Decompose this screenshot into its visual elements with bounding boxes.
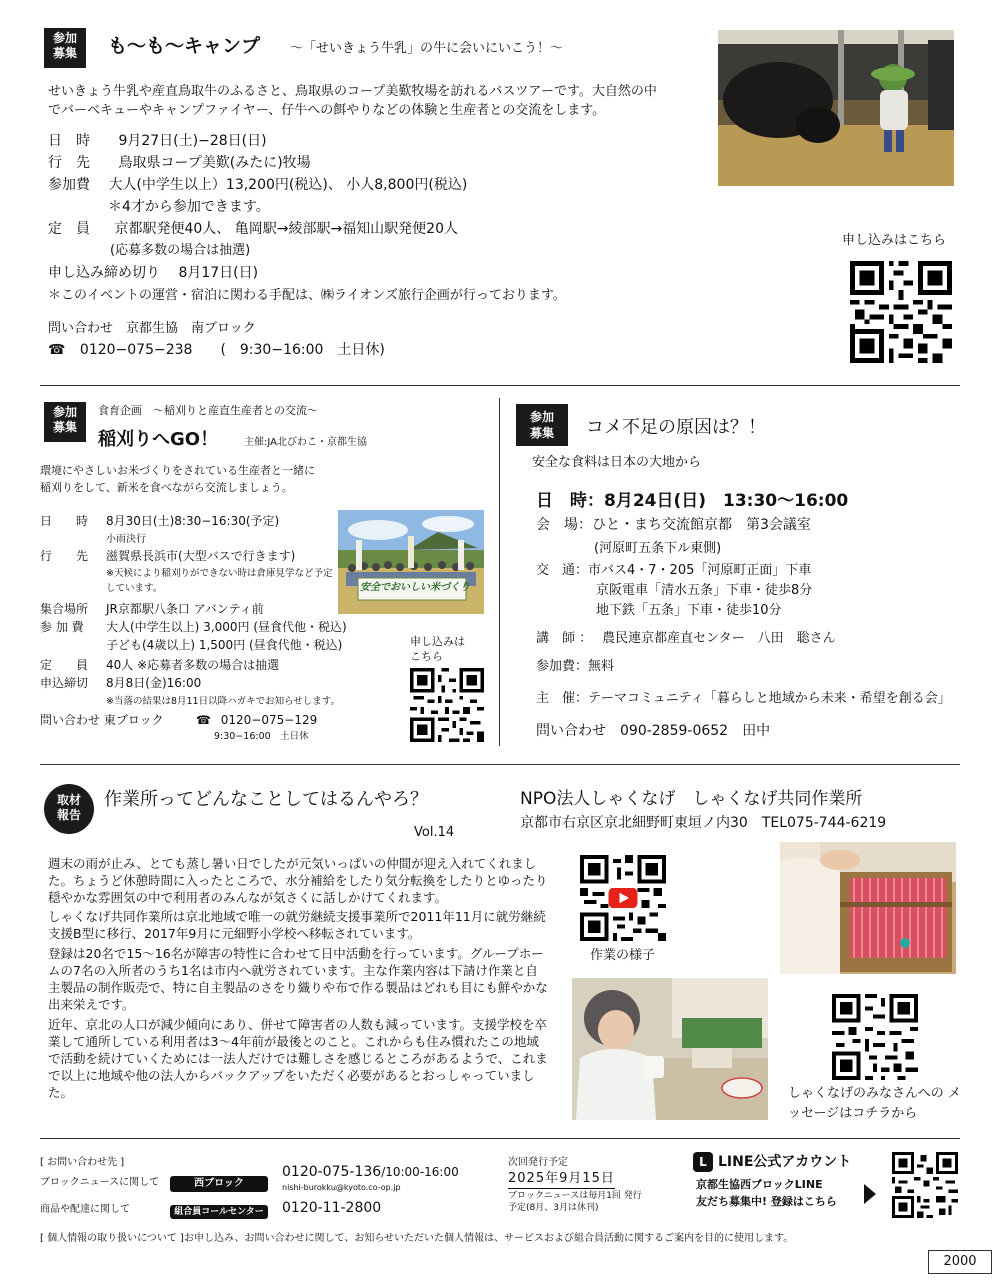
rice-hours: 9:30−16:00 土日休 [214,731,309,742]
footer-row1-pill [170,1174,268,1192]
footer-inquiry-label: [ お問い合わせ先 ] [40,1157,125,1168]
rice-badge [44,402,86,442]
divider-vertical [499,398,500,746]
kome-host-value: テーマコミュニティ「暮らしと地域から未来・希望を創る会」 [588,691,951,706]
footer-next-note: ブロックニュースは毎月1回 発行予定(8月、3月は休刊) [508,1191,642,1213]
photo-weaving-loom-icon [780,842,956,974]
page-count-box [928,1250,992,1274]
phone-icon: ☎ [48,342,66,358]
rice-row-fee-child: 子ども(4歳以上) 1,500円 (昼食代他・税込) [106,638,343,652]
kome-access-line3: 地下鉄「五条」下車・徒歩10分 [596,603,782,618]
report-photo-worker [572,978,768,1120]
divider-footer [40,1138,960,1139]
kome-host-row [536,690,951,708]
kome-date-value: 8月24日(日) 13:30〜16:00 [604,491,849,511]
report-paragraph-3: 登録は20名で15〜16名が障害の特性に合わせて日中活動を行っています。グループホームの7名の入所者のうち1名は市内へ就労されています。主な作業内容は下請け作業と自主製品の制作販売で、特に自主製品のさをり織りや布で作る製品はどれも目にも鮮やかな出来栄えです。 [48,946,548,1012]
qr-code-icon [832,994,918,1080]
rice-title: 稲刈りへGO！ [98,429,219,450]
kome-venue-row [536,516,811,535]
photo-rice-harvest-group-icon [338,510,484,614]
camp-subtitle: 〜「せいきょう牛乳」の牛に会いにいこう！〜 [290,41,564,56]
divider-camp [40,385,960,386]
camp-date-label: 日 時 [48,133,90,149]
footer-line-title: LINE公式アカウント [718,1154,852,1170]
footer-row1-phone-row [282,1163,459,1182]
rice-phone: 0120−075−129 [220,713,318,727]
camp-dest-label: 行 先 [48,155,90,171]
report-title: 作業所ってどんなことしてはるんやろ？ [104,789,428,810]
footer-row2-label: 商品や配達に関して [40,1204,130,1215]
camp-deadline: 申し込み締め切り 8月17日(日) [48,265,259,281]
camp-cap-row [48,220,458,239]
rice-row-dest: 行 先 滋賀県長浜市(大型バスで行きます) [40,549,296,563]
report-badge [44,784,94,834]
footer-line-sub: 京都生協西ブロックLINE [696,1178,823,1191]
rice-row-date: 日 時 8月30日(土)8:30−16:30(予定) [40,514,280,528]
rice-contact-label: 問い合わせ 東ブロック [40,713,164,727]
footer-row2-phone: 0120-11-2800 [282,1200,382,1216]
footer-privacy: [ 個人情報の取り扱いについて ]お申し込み、お問い合わせに関して、お知らせいただいた個人情報は、サービスおよび組合員活動に関するご案内を目的に使用します。 [40,1233,794,1244]
kome-host-label: 主 催： [536,691,589,706]
camp-contact-label: 問い合わせ 京都生協 南ブロック [48,321,256,336]
rice-banner-text: 安全でおいしい米づくり [360,582,470,593]
report-photo-loom [780,842,956,974]
kome-lecturer-label: 講 師 ： [536,631,593,646]
rice-intro: 環境にやさしいお米づくりをされている生産者と一緒に稲刈りをして、新米を食べながら交流しましょう。 [40,464,315,494]
call-center-pill: 組合員コールセンター [170,1205,268,1219]
camp-cap-note: (応募多数の場合は抽選) [110,243,251,258]
rice-photo [338,510,484,614]
kome-venue-note: (河原町五条下ル東側) [594,541,722,556]
rice-qr-code[interactable] [410,668,484,742]
kome-contact: 問い合わせ 090-2859-0652 田中 [536,723,771,739]
footer-next-label: 次回発行予定 [508,1157,568,1168]
qr-code-youtube-icon [580,855,666,941]
camp-intro: せいきょう牛乳や産直鳥取牛のふるさと、鳥取県のコープ美歎牧場を訪れるバスツアーです。大自然の中でバーベキューやキャンプファイヤー、仔牛への餌やりなどの体験と生産者との交流をします。 [48,84,657,118]
report-paragraph-2: しゃくなげ共同作業所は京北地域で唯一の就労継続支援事業所で2011年11月に就労継続支援B型に移行、2017年9月に元細野小学校へ移転されています。 [48,909,546,941]
kome-fee-label: 参加費： [536,659,589,674]
camp-fee-row [48,176,467,195]
footer-row1-phone: 0120-075-136 [282,1164,382,1180]
camp-fee-label: 参加費 [48,177,90,193]
report-body [48,855,550,1101]
phone-icon: ☎ [196,713,211,727]
camp-photo [718,30,954,186]
camp-apply-label: 申し込みはこちら [842,233,947,248]
rice-kicker: 食育企画 〜稲刈りと産直生産者との交流〜 [98,404,318,417]
kome-title: コメ不足の原因は？！ [586,417,766,438]
footer-row1-email[interactable]: nishi-burokku@kyoto.co-op.jp [282,1183,401,1192]
kome-fee-value: 無料 [588,659,615,674]
arrow-right-icon [864,1184,876,1204]
kome-lecturer-value: 農民連京都産直センター 八田 聡さん [602,631,836,646]
camp-badge-line1: 参加 [52,31,77,45]
video-qr-code[interactable] [580,855,666,941]
qr-code-icon [410,668,484,742]
footer-row1-label: ブロックニュースに関して [40,1177,160,1188]
report-org: NPO法人しゃくなげ しゃくなげ共同作業所 [520,789,863,809]
camp-date-row [48,132,267,151]
camp-dest-value: 鳥取県コープ美歎(みたに)牧場 [118,155,311,171]
rice-organizer: 主催:JA北びわこ・京都生協 [244,437,367,448]
kome-venue-label: 会 場： [536,517,592,533]
kome-fee-row [536,658,614,676]
qr-code-icon [850,261,952,363]
line-qr-code[interactable] [892,1152,958,1218]
camp-cap-value: 京都駅発便40人、 亀岡駅→綾部駅→福知山駅発便20人 [114,221,458,237]
report-address: 京都市右京区京北細野町東垣ノ内30 TEL075-744-6219 [520,815,887,831]
rice-row-dest-note: ※天候により稲刈りができない時は倉庫見学など予定しています。 [106,568,333,594]
report-paragraph-4: 近年、京北の人口が減少傾向にあり、併せて障害者の人数も減っています。支援学校を卒業して通所している利用者は3〜4年前が最後とのこと。これからも住み慣れたこの地域で活動を続けていくためには一法人だけでは難しさを感じるところがあるようで、これまで以上に地域や他の法人からバックアップをいただく必要があるとおっしゃっていました。 [48,1017,548,1100]
kome-venue-value: ひと・まち交流館京都 第3会議室 [592,517,811,533]
report-paragraph-1: 週末の雨が止み、とても蒸し暑い日でしたが元気いっぱいの仲間が迎え入れてくれました。ちょうど休憩時間に入ったところで、水分補給をしたり気分転換をしたりとゆったり穏やかな雰囲気の中で利用者のみんなが気さくに話しかけてくれます。 [48,856,548,905]
camp-fee-note: ＊4才から参加できます。 [108,199,270,215]
kome-access-line1: 市バス4・7・205「河原町正面」下車 [588,563,812,578]
page-count: 2000 [943,1254,977,1269]
line-logo [693,1152,713,1172]
kome-date-row [536,490,848,513]
camp-badge-line2: 募集 [52,46,77,60]
kome-access-line2: 京阪電車「清水五条」下車・徒歩8分 [596,583,813,598]
kome-access-label: 交 通： [536,563,589,578]
report-vol: Vol.14 [414,825,455,840]
rice-row-rain: 小雨決行 [106,534,146,545]
message-qr-code[interactable] [832,994,918,1080]
divider-events [40,764,960,765]
footer-row1-hours: /10:00-16:00 [381,1165,459,1179]
kome-date-label: 日 時： [536,491,604,511]
rice-row-fee: 参 加 費 大人(中学生以上) 3,000円 (昼食代他・税込) [40,620,347,634]
rice-apply-label: 申し込みは こちら [410,635,465,663]
footer-next-date: 2025年9月15日 [508,1170,615,1189]
rice-badge-line2: 募集 [52,420,77,434]
kome-badge-line1: 参加 [529,410,554,424]
photo-child-feeding-cows-icon [718,30,954,186]
camp-phone: 0120−075−238 ( 9:30−16:00 土日休) [79,342,385,358]
footer-row2-pill [170,1202,268,1220]
camp-dest-row [48,154,311,173]
camp-fee-value: 大人(中学生以上）13,200円(税込)、 小人8,800円(税込) [108,177,468,193]
camp-cap-label: 定 員 [48,221,90,237]
qr-code-icon [892,1152,958,1218]
line-logo-icon: L [699,1155,707,1169]
kome-access-row [536,562,811,580]
report-badge-line1: 取材 [56,793,81,807]
west-block-pill: 西ブロック [170,1176,268,1192]
kome-lecturer-row [536,630,836,648]
rice-badge-line1: 参加 [52,405,77,419]
camp-qr-code[interactable] [850,261,952,363]
photo-worker-crafting-icon [572,978,768,1120]
camp-phone-row [48,341,385,360]
rice-row-result-note: ※当落の結果は8月11日以降ハガキでお知らせします。 [106,696,341,707]
camp-date-value: 9月27日(土)−28日(日) [118,133,267,149]
camp-travel-note: ＊このイベントの運営・宿泊に関わる手配は、㈱ライオンズ旅行企画が行っております。 [48,288,566,303]
camp-title: も〜も〜キャンプ [108,35,261,57]
rice-row-deadline: 申込締切 8月8日(金)16:00 [40,676,202,690]
rice-phone-row [196,712,317,728]
kome-badge-line2: 募集 [529,426,554,440]
camp-badge [44,28,86,68]
rice-row-cap: 定 員 40人 ※応募者多数の場合は抽選 [40,658,280,672]
footer-line-cta[interactable]: 友だち募集中! 登録はこちら [696,1195,837,1208]
kome-subtitle: 安全な食料は日本の大地から [532,455,702,470]
kome-badge [516,404,568,446]
message-caption: しゃくなげのみなさんへの メッセージはコチラから [788,1086,961,1121]
report-badge-line2: 報告 [56,808,81,822]
video-caption: 作業の様子 [590,948,656,963]
rice-row-meet: 集合場所 JR京都駅八条口 アバンティ前 [40,602,264,616]
